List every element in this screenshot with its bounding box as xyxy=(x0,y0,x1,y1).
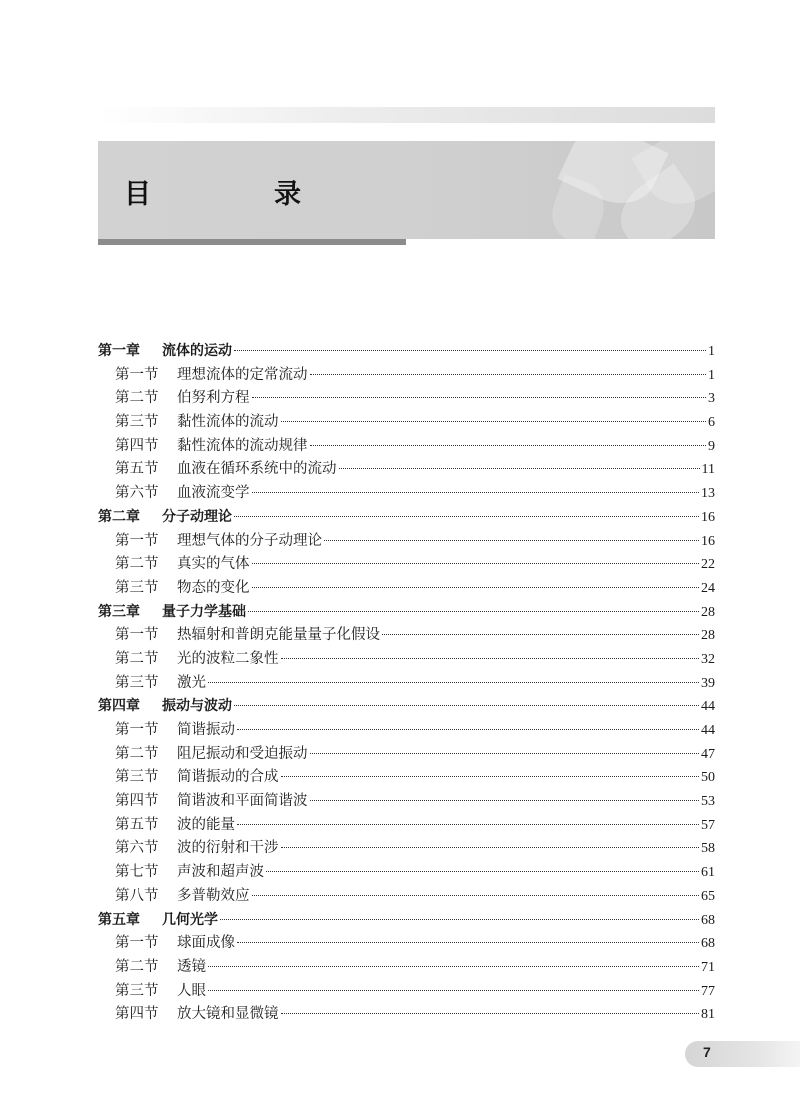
toc-entry-number: 第七节 xyxy=(115,864,159,881)
toc-entry-number: 第三节 xyxy=(115,982,159,999)
toc-entry-title: 透镜 xyxy=(177,958,206,975)
toc-entry-title: 血液在循环系统中的流动 xyxy=(177,461,337,478)
toc-entry-number: 第三节 xyxy=(115,414,159,431)
toc-entry-title: 简谐振动 xyxy=(177,722,235,738)
toc-entry-page: 1 xyxy=(708,344,715,359)
toc-entry-title: 人眼 xyxy=(177,982,206,999)
toc-section-entry[interactable] xyxy=(98,624,715,648)
toc-section-entry[interactable] xyxy=(98,956,715,980)
table-of-contents xyxy=(98,340,715,1027)
toc-dot-leader xyxy=(237,941,699,943)
toc-entry-title: 波的能量 xyxy=(177,816,235,833)
toc-entry-number: 第五节 xyxy=(115,816,159,833)
toc-entry-page: 16 xyxy=(701,509,715,525)
toc-dot-leader xyxy=(234,349,706,351)
toc-entry-number: 第一节 xyxy=(115,722,159,738)
toc-dot-leader xyxy=(252,562,700,564)
toc-entry-page: 11 xyxy=(701,462,715,478)
toc-dot-leader xyxy=(208,989,699,991)
toc-entry-number: 第一节 xyxy=(115,627,159,644)
toc-entry-number: 第二章 xyxy=(98,508,140,525)
toc-entry-title: 理想气体的分子动理论 xyxy=(177,532,322,549)
toc-entry-title: 血液流变学 xyxy=(177,485,250,502)
toc-section-entry[interactable] xyxy=(98,530,715,554)
toc-entry-number: 第四章 xyxy=(98,698,140,715)
toc-entry-page: 39 xyxy=(701,675,715,691)
toc-dot-leader xyxy=(281,420,707,422)
toc-entry-page: 77 xyxy=(701,983,715,999)
toc-dot-leader xyxy=(266,870,699,872)
toc-entry-title: 阻尼振动和受迫振动 xyxy=(177,745,308,762)
toc-entry-page: 57 xyxy=(701,817,715,833)
toc-entry-number: 第五节 xyxy=(115,461,159,478)
toc-entry-number: 第二节 xyxy=(115,556,159,573)
toc-entry-page: 58 xyxy=(701,841,715,857)
toc-entry-title: 简谐振动的合成 xyxy=(177,769,279,786)
toc-entry-title: 伯努利方程 xyxy=(177,390,250,407)
toc-entry-number: 第三节 xyxy=(115,769,159,786)
toc-entry-number: 第六节 xyxy=(115,485,159,502)
toc-entry-title: 流体的运动 xyxy=(162,343,232,359)
toc-section-entry[interactable] xyxy=(98,1003,715,1027)
header-underline xyxy=(98,239,406,245)
toc-dot-leader xyxy=(252,586,700,588)
toc-entry-number: 第二节 xyxy=(115,958,159,975)
toc-section-entry[interactable] xyxy=(98,814,715,838)
toc-entry-title: 几何光学 xyxy=(162,911,218,928)
page-title: 目 录 xyxy=(124,179,349,210)
toc-dot-leader xyxy=(281,846,700,848)
toc-chapter-entry[interactable] xyxy=(98,340,715,364)
toc-section-entry[interactable] xyxy=(98,790,715,814)
toc-entry-title: 真实的气体 xyxy=(177,556,250,573)
toc-entry-page: 28 xyxy=(701,604,715,620)
toc-entry-page: 1 xyxy=(708,367,715,383)
toc-chapter-entry[interactable] xyxy=(98,601,715,625)
toc-dot-leader xyxy=(248,610,699,612)
toc-entry-number: 第四节 xyxy=(115,793,159,810)
toc-dot-leader xyxy=(281,657,700,659)
toc-entry-page: 16 xyxy=(701,533,715,549)
toc-dot-leader xyxy=(208,965,699,967)
toc-dot-leader xyxy=(237,823,699,825)
toc-entry-title: 声波和超声波 xyxy=(177,864,264,881)
toc-entry-page: 22 xyxy=(701,557,715,573)
toc-section-entry[interactable] xyxy=(98,837,715,861)
toc-section-entry[interactable] xyxy=(98,861,715,885)
toc-entry-page: 13 xyxy=(701,486,715,502)
toc-entry-page: 71 xyxy=(701,959,715,975)
toc-entry-title: 理想流体的定常流动 xyxy=(177,366,308,383)
toc-dot-leader xyxy=(220,918,699,920)
toc-entry-title: 量子力学基础 xyxy=(162,603,246,620)
toc-section-entry[interactable] xyxy=(98,672,715,696)
toc-section-entry[interactable] xyxy=(98,719,715,743)
toc-entry-page: 6 xyxy=(708,415,715,431)
toc-entry-title: 黏性流体的流动 xyxy=(177,414,279,431)
toc-entry-page: 68 xyxy=(701,912,715,928)
toc-dot-leader xyxy=(324,539,699,541)
toc-entry-page: 24 xyxy=(701,580,715,596)
toc-entry-number: 第一节 xyxy=(115,532,159,549)
toc-section-entry[interactable] xyxy=(98,885,715,909)
toc-section-entry[interactable] xyxy=(98,364,715,388)
toc-entry-page: 50 xyxy=(701,770,715,786)
toc-dot-leader xyxy=(237,728,699,730)
toc-entry-number: 第四节 xyxy=(115,437,159,454)
toc-entry-page: 28 xyxy=(701,628,715,644)
toc-entry-number: 第三节 xyxy=(115,674,159,691)
toc-section-entry[interactable] xyxy=(98,577,715,601)
toc-entry-number: 第一节 xyxy=(115,366,159,383)
toc-dot-leader xyxy=(234,515,699,517)
toc-entry-number: 第八节 xyxy=(115,887,159,904)
toc-entry-number: 第二节 xyxy=(115,390,159,407)
toc-section-entry[interactable] xyxy=(98,766,715,790)
toc-dot-leader xyxy=(382,633,699,635)
toc-entry-page: 61 xyxy=(701,865,715,881)
toc-section-entry[interactable] xyxy=(98,458,715,482)
toc-section-entry[interactable] xyxy=(98,411,715,435)
toc-dot-leader xyxy=(252,894,700,896)
toc-chapter-entry[interactable] xyxy=(98,909,715,933)
toc-section-entry[interactable] xyxy=(98,482,715,506)
toc-entry-page: 3 xyxy=(708,391,715,407)
toc-section-entry[interactable] xyxy=(98,743,715,767)
toc-entry-number: 第二节 xyxy=(115,745,159,762)
toc-entry-title: 振动与波动 xyxy=(162,698,232,715)
toc-dot-leader xyxy=(281,1012,700,1014)
toc-dot-leader xyxy=(208,681,699,683)
toc-entry-number: 第二节 xyxy=(115,650,159,667)
toc-entry-title: 简谐波和平面简谐波 xyxy=(177,793,308,810)
toc-entry-number: 第六节 xyxy=(115,840,159,857)
toc-dot-leader xyxy=(310,444,707,446)
toc-dot-leader xyxy=(310,752,700,754)
toc-entry-page: 68 xyxy=(701,936,715,952)
header-top-stripe xyxy=(98,107,715,123)
toc-entry-page: 47 xyxy=(701,746,715,762)
toc-entry-title: 物态的变化 xyxy=(177,579,250,596)
toc-section-entry[interactable] xyxy=(98,980,715,1004)
toc-entry-number: 第三章 xyxy=(98,603,140,620)
toc-dot-leader xyxy=(281,775,700,777)
toc-entry-page: 44 xyxy=(701,699,715,715)
toc-entry-page: 65 xyxy=(701,888,715,904)
toc-entry-number: 第四节 xyxy=(115,1006,159,1023)
toc-entry-title: 球面成像 xyxy=(177,935,235,952)
toc-entry-title: 激光 xyxy=(177,674,206,691)
toc-section-entry[interactable] xyxy=(98,932,715,956)
toc-chapter-entry[interactable] xyxy=(98,695,715,719)
toc-chapter-entry[interactable] xyxy=(98,506,715,530)
toc-dot-leader xyxy=(310,799,700,801)
toc-entry-title: 多普勒效应 xyxy=(177,887,250,904)
toc-entry-title: 放大镜和显微镜 xyxy=(177,1006,279,1023)
toc-entry-page: 32 xyxy=(701,651,715,667)
toc-entry-title: 黏性流体的流动规律 xyxy=(177,437,308,454)
toc-entry-page: 9 xyxy=(708,438,715,454)
toc-dot-leader xyxy=(252,396,707,398)
toc-entry-title: 分子动理论 xyxy=(162,508,232,525)
toc-dot-leader xyxy=(234,704,699,706)
toc-entry-title: 热辐射和普朗克能量量子化假设 xyxy=(177,627,380,644)
page-number: 7 xyxy=(703,1044,711,1060)
toc-section-entry[interactable] xyxy=(98,648,715,672)
toc-dot-leader xyxy=(252,491,700,493)
toc-entry-number: 第一节 xyxy=(115,935,159,952)
toc-entry-page: 44 xyxy=(701,723,715,738)
toc-dot-leader xyxy=(310,373,707,375)
toc-section-entry[interactable] xyxy=(98,387,715,411)
toc-section-entry[interactable] xyxy=(98,553,715,577)
toc-entry-number: 第一章 xyxy=(98,343,140,359)
toc-entry-page: 53 xyxy=(701,794,715,810)
toc-entry-title: 光的波粒二象性 xyxy=(177,650,279,667)
toc-entry-number: 第五章 xyxy=(98,911,140,928)
toc-section-entry[interactable] xyxy=(98,435,715,459)
toc-entry-page: 81 xyxy=(701,1007,715,1023)
toc-entry-title: 波的衍射和干涉 xyxy=(177,840,279,857)
toc-entry-number: 第三节 xyxy=(115,579,159,596)
toc-dot-leader xyxy=(339,467,700,469)
